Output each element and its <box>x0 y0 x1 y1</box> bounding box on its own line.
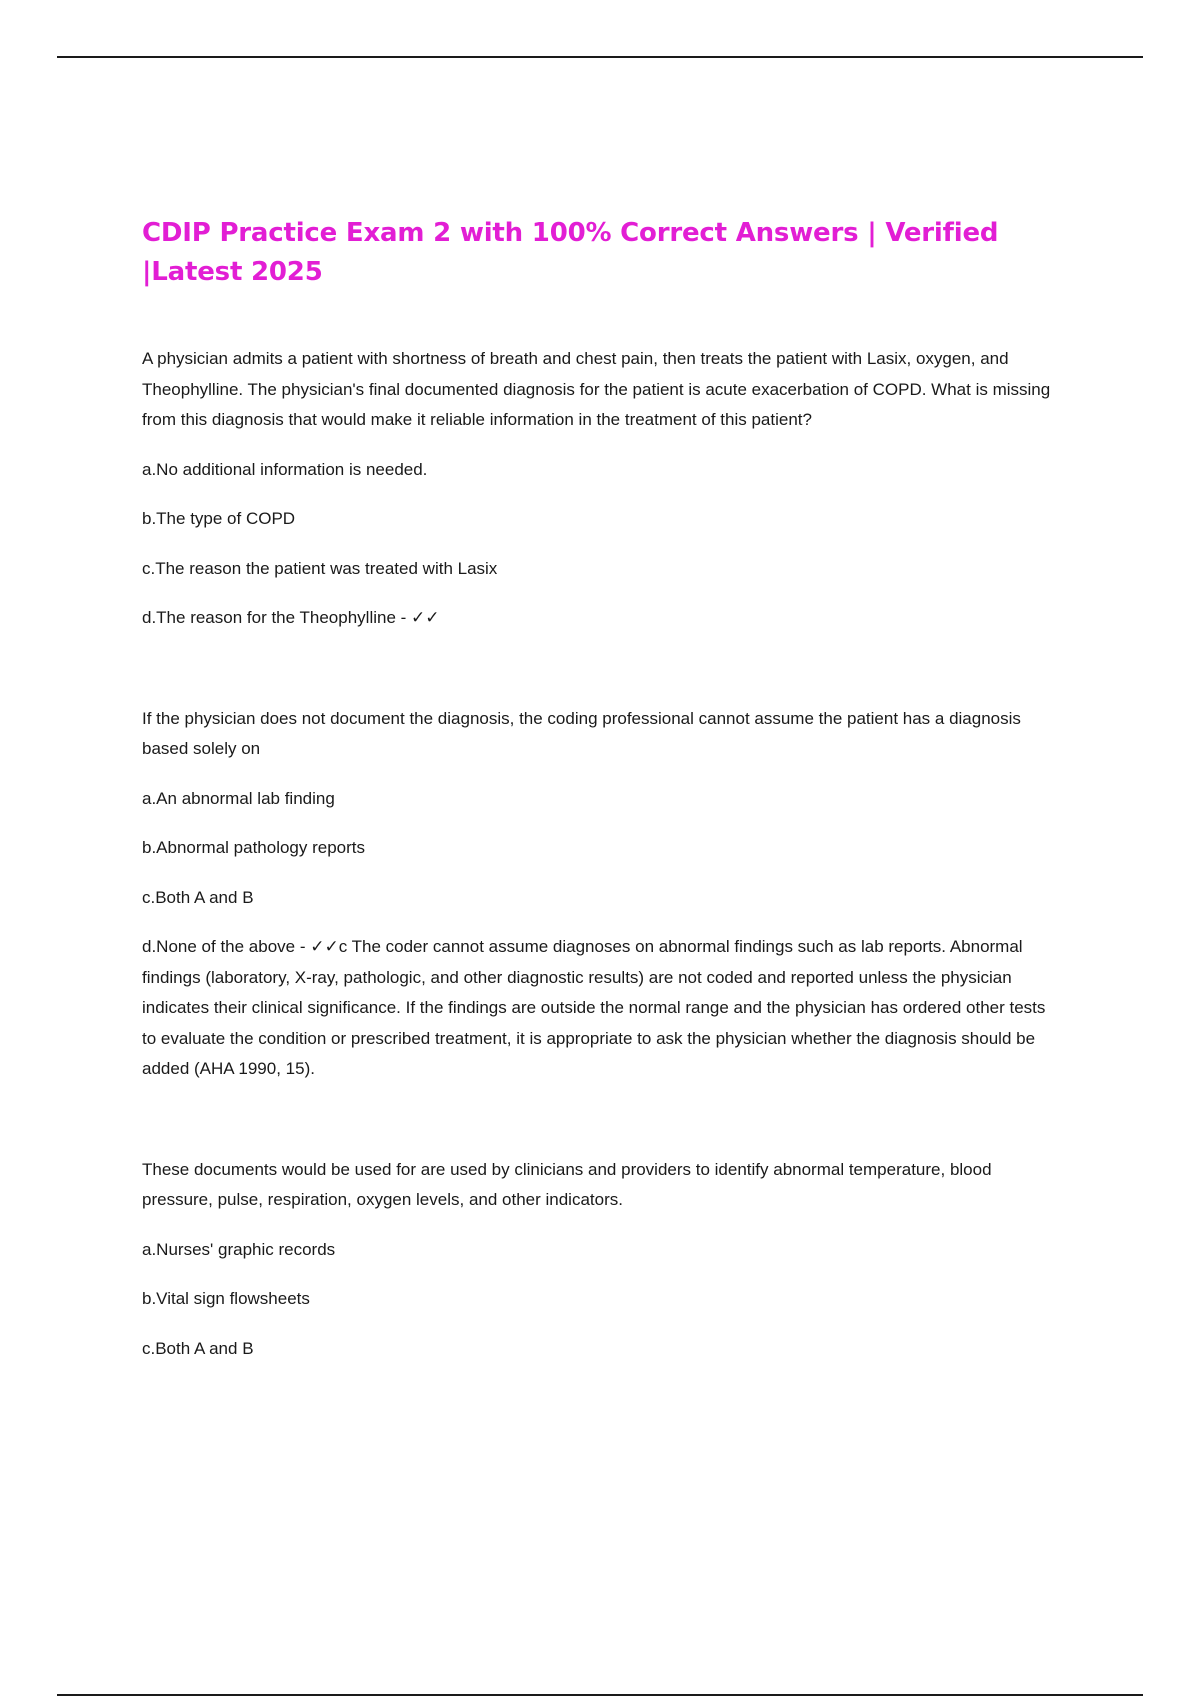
answer-option-d: d.The reason for the Theophylline - ✓✓ <box>142 608 440 627</box>
document-body <box>142 214 1062 1412</box>
footer-rule <box>57 1694 1143 1696</box>
answer-option-b: b.Vital sign flowsheets <box>142 1289 310 1308</box>
answer-option-d: d.None of the above - ✓✓c The coder cannot assume diagnoses on abnormal findings such as lab reports. Abnormal findings (laboratory, X-ray, pathologic, and other diagnostic results) are not coded and reported unless the physician indicates their clinical significance. If the findings are outside the normal range and the physician has ordered other tests to evaluate the condition or prescribed treatment, it is appropriate to ask the physician whether the diagnosis should be added (AHA 1990, 15). <box>142 937 1046 1078</box>
question-3 <box>142 1155 1062 1365</box>
answer-option-b: b.Abnormal pathology reports <box>142 838 366 857</box>
answer-option-c: c.The reason the patient was treated with Lasix <box>142 558 498 578</box>
question-stem: A physician admits a patient with shortness of breath and chest pain, then treats the patient with Lasix, oxygen, and Theophylline. The physician's final documented diagnosis for the patient is acute exacerbation of COPD. What is missing from this diagnosis that would make it reliable information in the treatment of this patient? <box>142 349 1051 429</box>
answer-option-c: c.Both A and B <box>142 887 254 907</box>
question-2 <box>142 704 1062 1085</box>
answer-option-a: a.No additional information is needed. <box>142 459 428 479</box>
answer-option-a: a.An abnormal lab finding <box>142 788 335 808</box>
question-1 <box>142 344 1062 634</box>
answer-option-a: a.Nurses' graphic records <box>142 1239 336 1259</box>
answer-option-c: c.Both A and B <box>142 1338 254 1358</box>
question-stem: These documents would be used for are used by clinicians and providers to identify abnormal temperature, blood pressure, pulse, respiration, oxygen levels, and other indicators. <box>142 1159 992 1209</box>
header-rule <box>57 56 1143 58</box>
answer-option-b: b.The type of COPD <box>142 509 296 528</box>
question-stem: If the physician does not document the diagnosis, the coding professional cannot assume the patient has a diagnosis based solely on <box>142 708 1021 758</box>
document-title: CDIP Practice Exam 2 with 100% Correct Answers | Verified |Latest 2025 <box>142 218 999 287</box>
